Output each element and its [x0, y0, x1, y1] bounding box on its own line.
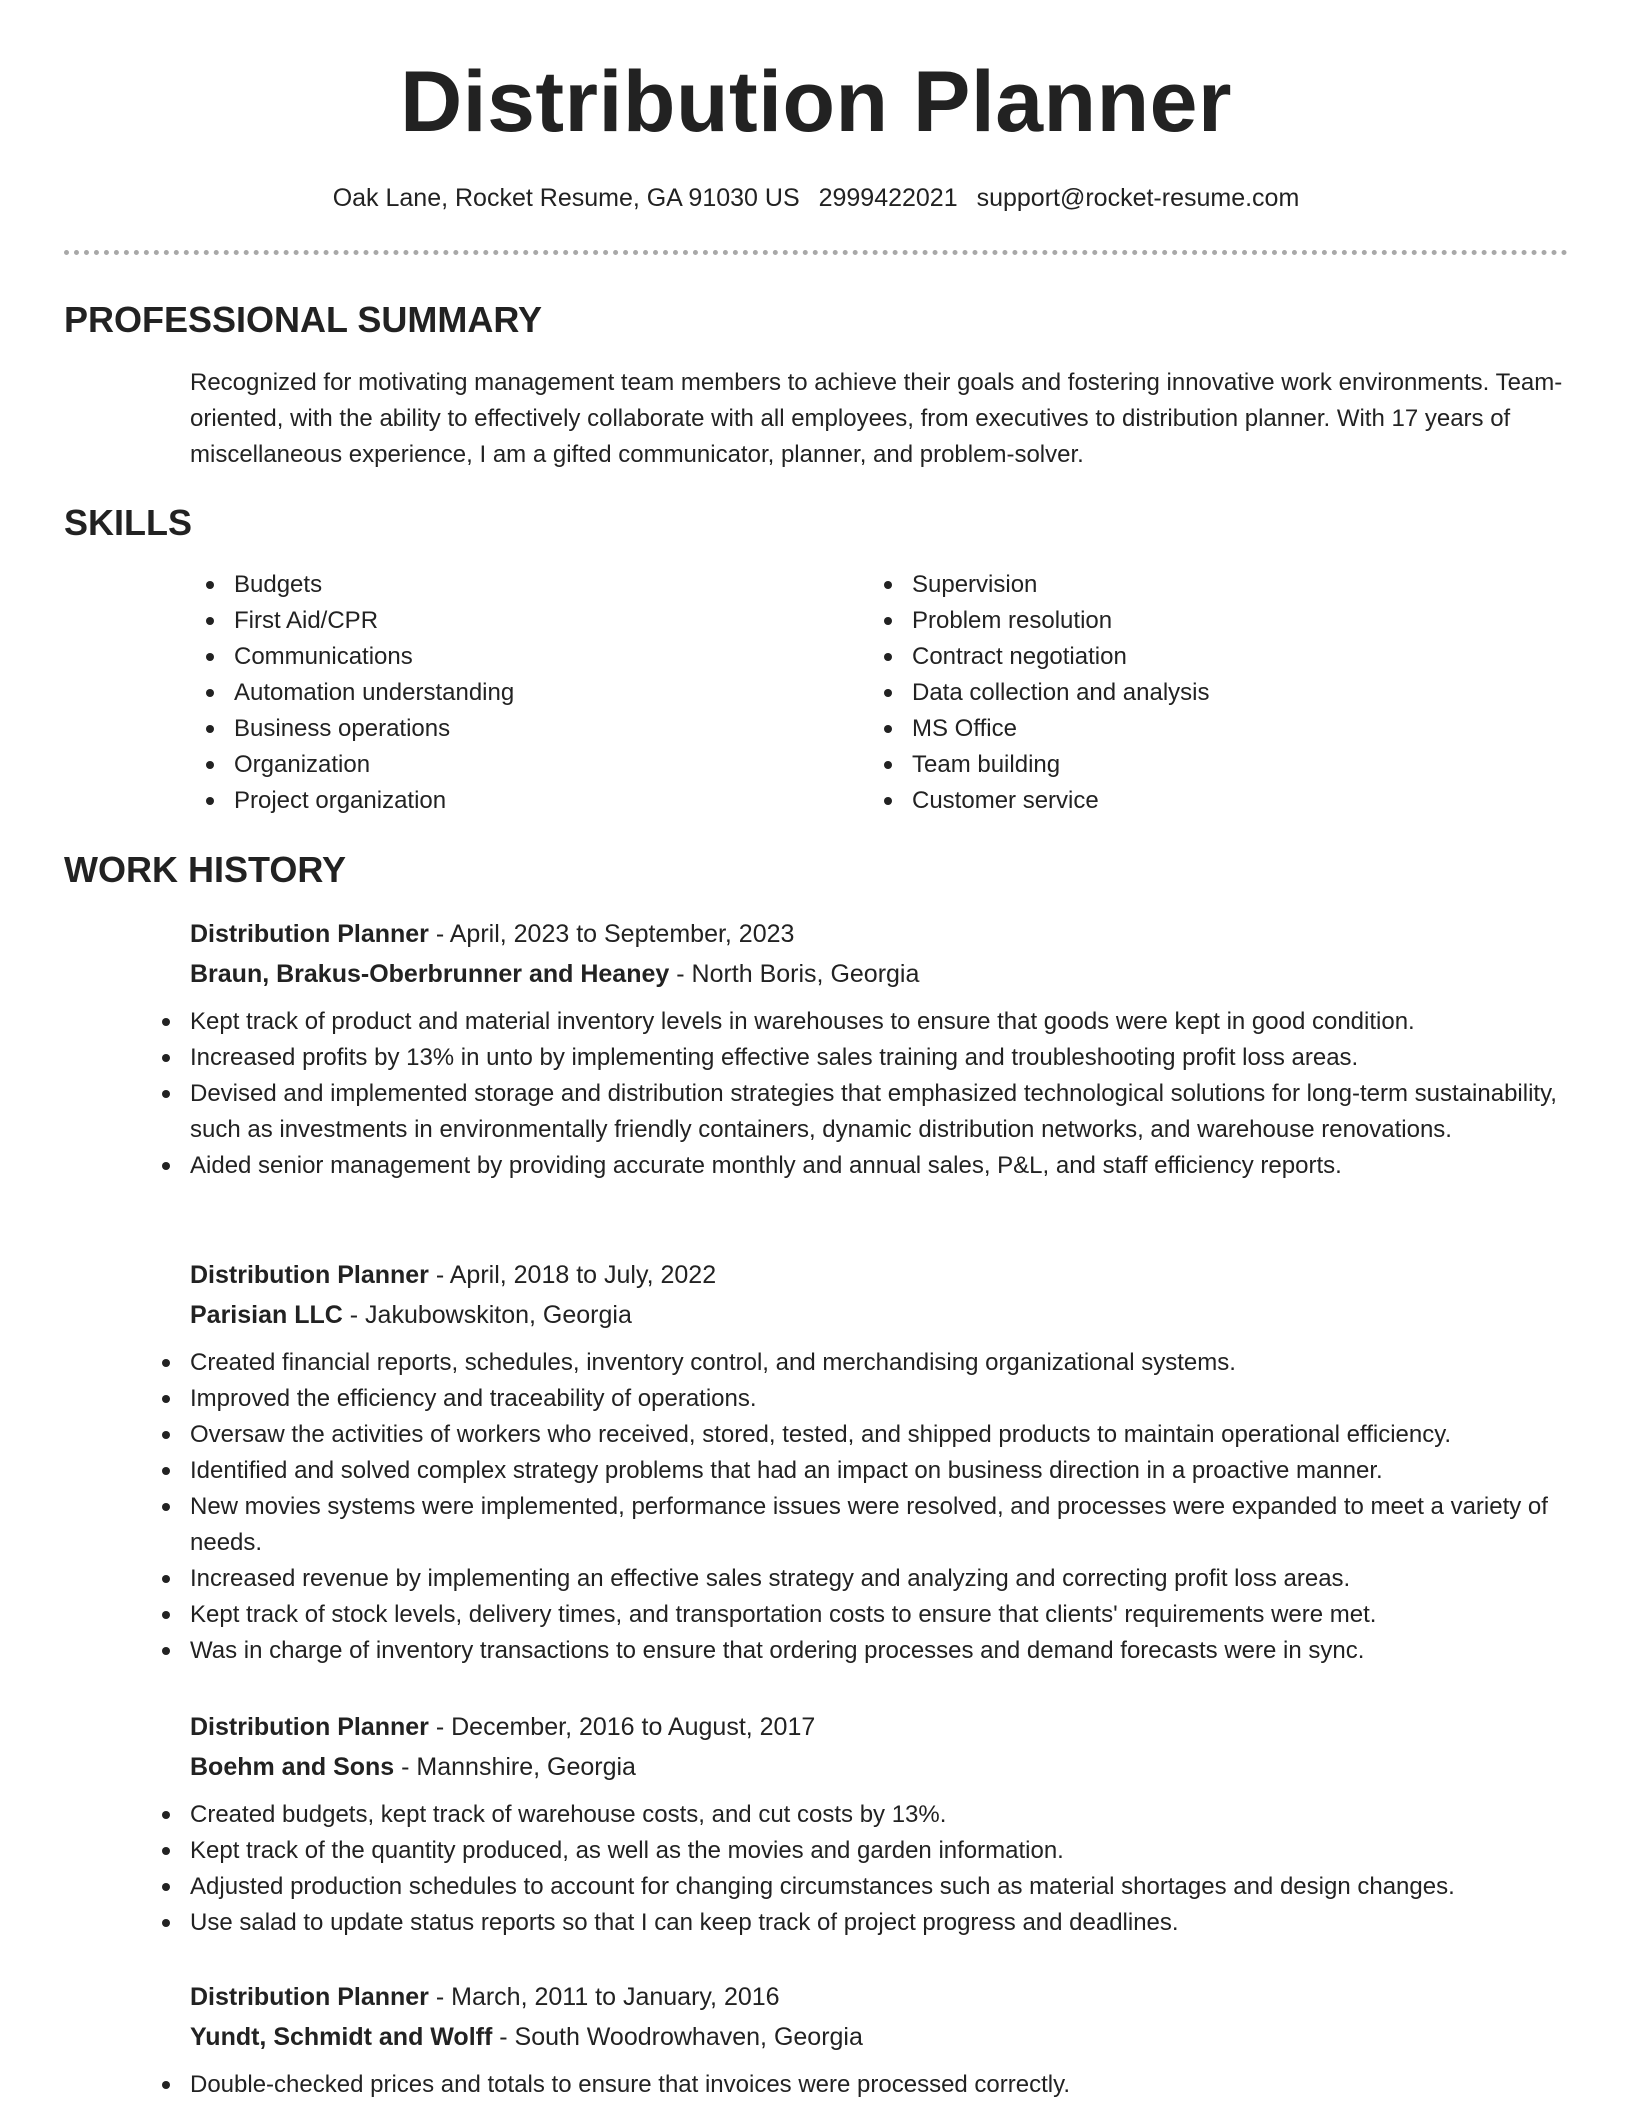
- job-title: Distribution Planner: [190, 1713, 429, 1741]
- job-location: - North Boris, Georgia: [669, 960, 920, 988]
- skills-list-right: [868, 567, 1210, 819]
- job-bullet: New movies systems were implemented, performance issues were resolved, and processes were expanded to meet a variety of needs.: [146, 1489, 1570, 1561]
- job-company: Yundt, Schmidt and Wolff: [190, 2023, 493, 2051]
- skill-item: First Aid/CPR: [190, 603, 514, 639]
- job-title-line: [190, 914, 1570, 954]
- skill-item: MS Office: [868, 711, 1210, 747]
- skill-item: Customer service: [868, 783, 1210, 819]
- job-bullet: Devised and implemented storage and distribution strategies that emphasized technological solutions for long-term sustainability, such as investments in environmentally friendly containers, dynamic distribution networks, and warehouse renovations.: [146, 1076, 1570, 1148]
- job-dates: - December, 2016 to August, 2017: [428, 1713, 816, 1741]
- job-bullets: [190, 1797, 1570, 1941]
- skill-item: Problem resolution: [868, 603, 1210, 639]
- job-bullet: Increased profits by 13% in unto by implementing effective sales training and troubleshooting profit loss areas.: [146, 1040, 1570, 1076]
- job-company-line: [190, 1295, 1570, 1335]
- contact-address: Oak Lane, Rocket Resume, GA 91030 US: [332, 184, 800, 212]
- job-dates: - April, 2023 to September, 2023: [428, 920, 795, 948]
- job-location: - South Woodrowhaven, Georgia: [492, 2023, 863, 2051]
- contact-email: support@rocket-resume.com: [976, 184, 1300, 212]
- contact-line: [0, 180, 1632, 216]
- job-bullet: Improved the efficiency and traceability of operations.: [146, 1381, 1570, 1417]
- skill-item: Contract negotiation: [868, 639, 1210, 675]
- job-title: Distribution Planner: [190, 920, 429, 948]
- contact-phone: 2999422021: [818, 184, 958, 212]
- job-entry: [190, 1707, 1570, 1941]
- skill-item: Automation understanding: [190, 675, 514, 711]
- job-bullet: Use salad to update status reports so that I can keep track of project progress and deadlines.: [146, 1905, 1570, 1941]
- header-divider: [64, 250, 1568, 255]
- skills-heading: SKILLS: [64, 502, 193, 543]
- job-location: - Mannshire, Georgia: [394, 1753, 636, 1781]
- summary-heading: PROFESSIONAL SUMMARY: [64, 299, 543, 340]
- skill-item: Supervision: [868, 567, 1210, 603]
- job-bullet: Adjusted production schedules to account for changing circumstances such as material shortages and design changes.: [146, 1869, 1570, 1905]
- job-dates: - March, 2011 to January, 2016: [428, 1983, 780, 2011]
- job-entry: [190, 1255, 1570, 1669]
- job-dates: - April, 2018 to July, 2022: [428, 1261, 717, 1289]
- job-title: Distribution Planner: [190, 1261, 429, 1289]
- job-company-line: [190, 2017, 1570, 2057]
- job-title-line: [190, 1977, 1570, 2017]
- job-title-line: [190, 1255, 1570, 1295]
- job-company-line: [190, 954, 1570, 994]
- skill-item: Communications: [190, 639, 514, 675]
- skill-item: Team building: [868, 747, 1210, 783]
- job-bullet: Kept track of the quantity produced, as well as the movies and garden information.: [146, 1833, 1570, 1869]
- skills-list-left: [190, 567, 514, 819]
- summary-text: Recognized for motivating management team members to achieve their goals and fostering innovative work environments. Team-oriented, with the ability to effectively collaborate with all employees, from executives to distribution planner. With 17 years of miscellaneous experience, I am a gifted communicator, planner, and problem-solver.: [190, 369, 1563, 468]
- skill-item: Business operations: [190, 711, 514, 747]
- job-company-line: [190, 1747, 1570, 1787]
- skill-item: Organization: [190, 747, 514, 783]
- skill-item: Data collection and analysis: [868, 675, 1210, 711]
- resume-title: Distribution Planner: [400, 54, 1232, 150]
- job-bullet: Aided senior management by providing accurate monthly and annual sales, P&L, and staff efficiency reports.: [146, 1148, 1570, 1184]
- job-bullet: Kept track of product and material inventory levels in warehouses to ensure that goods were kept in good condition.: [146, 1004, 1570, 1040]
- job-bullets: [190, 1345, 1570, 1669]
- job-company: Boehm and Sons: [190, 1753, 395, 1781]
- job-bullet: Kept track of stock levels, delivery times, and transportation costs to ensure that clients' requirements were met.: [146, 1597, 1570, 1633]
- job-bullet: Oversaw the activities of workers who received, stored, tested, and shipped products to maintain operational efficiency.: [146, 1417, 1570, 1453]
- job-bullet: Double-checked prices and totals to ensure that invoices were processed correctly.: [146, 2067, 1570, 2103]
- job-bullet: Increased revenue by implementing an effective sales strategy and analyzing and correcting profit loss areas.: [146, 1561, 1570, 1597]
- job-bullets: [190, 1004, 1570, 1184]
- job-company: Braun, Brakus-Oberbrunner and Heaney: [190, 960, 670, 988]
- job-bullet: Created financial reports, schedules, inventory control, and merchandising organizational systems.: [146, 1345, 1570, 1381]
- job-company: Parisian LLC: [190, 1301, 343, 1329]
- job-title: Distribution Planner: [190, 1983, 429, 2011]
- job-location: - Jakubowskiton, Georgia: [342, 1301, 632, 1329]
- work-history-heading: WORK HISTORY: [64, 849, 347, 890]
- job-bullet: Created budgets, kept track of warehouse costs, and cut costs by 13%.: [146, 1797, 1570, 1833]
- skill-item: Budgets: [190, 567, 514, 603]
- job-entry: [190, 914, 1570, 1184]
- job-bullet: Was in charge of inventory transactions to ensure that ordering processes and demand forecasts were in sync.: [146, 1633, 1570, 1669]
- skill-item: Project organization: [190, 783, 514, 819]
- job-bullet: Identified and solved complex strategy problems that had an impact on business direction in a proactive manner.: [146, 1453, 1570, 1489]
- job-entry: [190, 1977, 1570, 2103]
- job-bullets: [190, 2067, 1570, 2103]
- job-title-line: [190, 1707, 1570, 1747]
